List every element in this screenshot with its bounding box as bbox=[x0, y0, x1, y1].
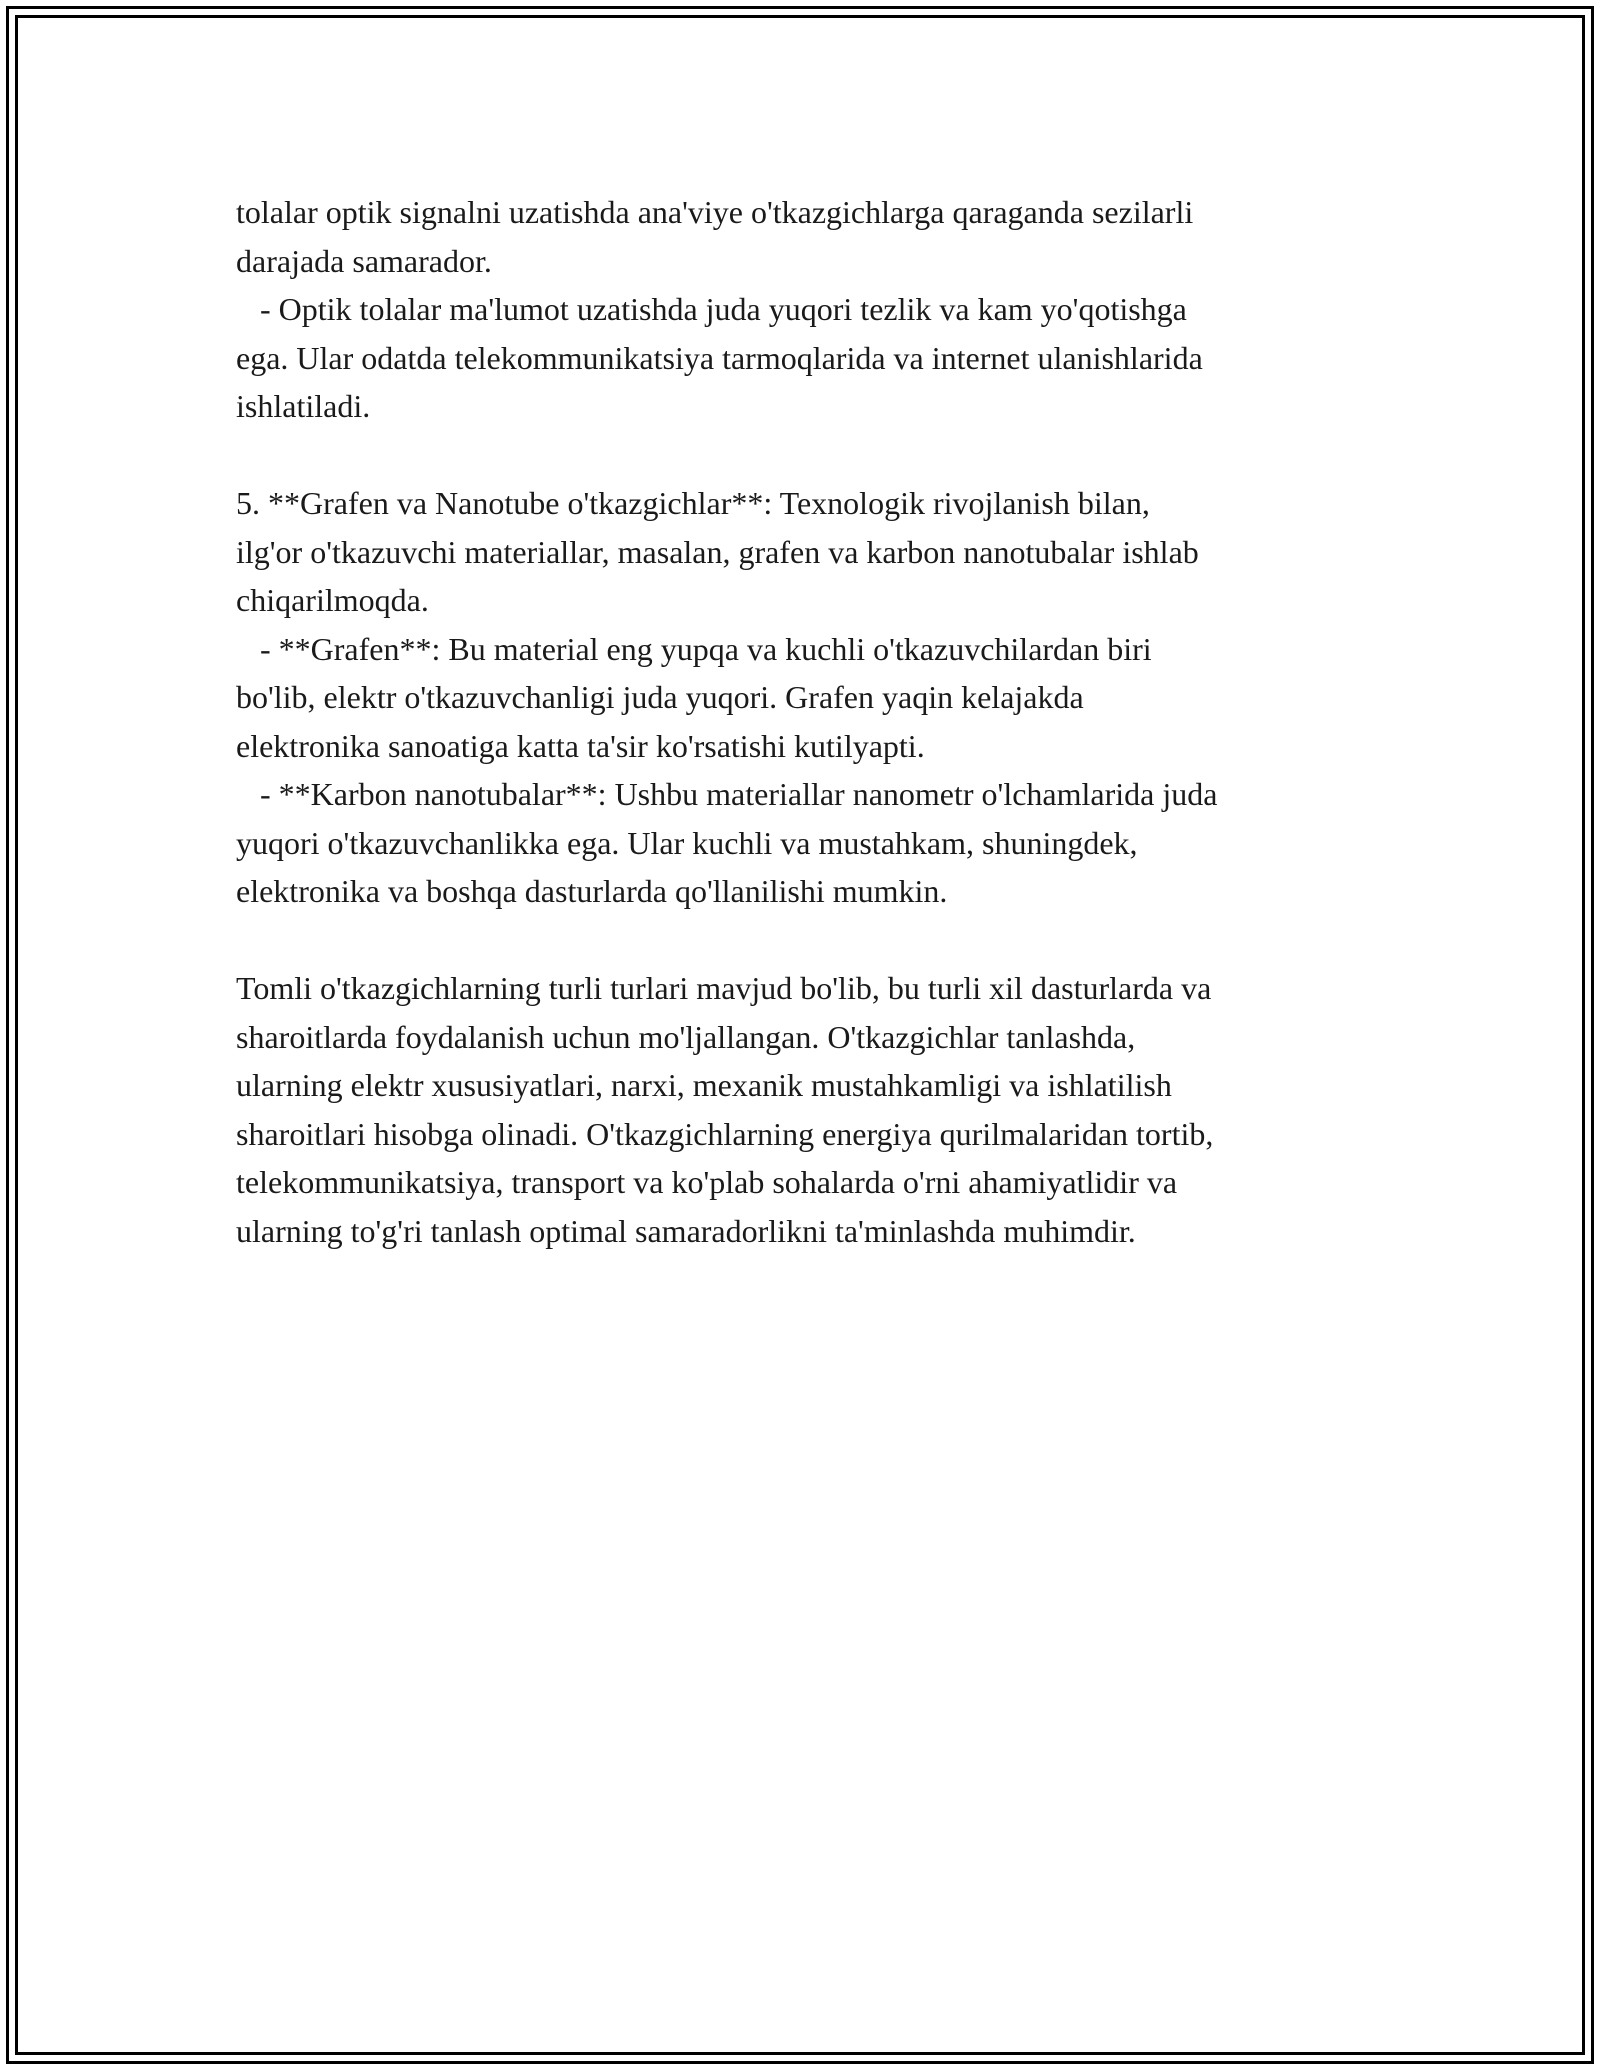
text-line: ilg'or o'tkazuvchi materiallar, masalan, grafen va karbon nanotubalar ishlab bbox=[236, 533, 1199, 570]
text-line: tolalar optik signalni uzatishda ana'viye o'tkazgichlarga qaraganda sezilarli bbox=[236, 194, 1194, 230]
paragraph-spacer bbox=[236, 431, 1416, 480]
paragraph-spacer bbox=[236, 916, 1416, 965]
text-line: chiqarilmoqda. bbox=[236, 582, 429, 618]
text-line: darajada samarador. bbox=[236, 242, 492, 279]
paragraph-optical-fibers bbox=[236, 188, 1416, 431]
text-line: ularning elektr xususiyatlari, narxi, mexanik mustahkamligi va ishlatilish bbox=[236, 1067, 1172, 1103]
text-line: Tomli o'tkazgichlarning turli turlari mavjud bo'lib, bu turli xil dasturlarda va bbox=[236, 970, 1212, 1006]
text-line: ega. Ular odatda telekommunikatsiya tarmoqlarida va internet ulanishlarida bbox=[236, 339, 1203, 376]
text-line: sharoitlari hisobga olinadi. O'tkazgichlarning energiya qurilmalaridan tortib, bbox=[236, 1115, 1214, 1152]
text-line: ishlatiladi. bbox=[236, 388, 371, 424]
text-line: telekommunikatsiya, transport va ko'plab sohalarda o'rni ahamiyatlidir va bbox=[236, 1164, 1178, 1200]
text-line: - **Karbon nanotubalar**: Ushbu materiallar nanometr o'lchamlarida juda bbox=[236, 776, 1218, 812]
document-body bbox=[236, 188, 1416, 1255]
paragraph-graphene-nanotube bbox=[236, 479, 1416, 916]
text-line: ularning to'g'ri tanlash optimal samaradorlikni ta'minlashda muhimdir. bbox=[236, 1212, 1136, 1249]
text-line: yuqori o'tkazuvchanlikka ega. Ular kuchli va mustahkam, shuningdek, bbox=[236, 824, 1138, 861]
text-line: - Optik tolalar ma'lumot uzatishda juda yuqori tezlik va kam yo'qotishga bbox=[236, 291, 1187, 327]
text-line: 5. **Grafen va Nanotube o'tkazgichlar**: Texnologik rivojlanish bilan, bbox=[236, 485, 1150, 521]
text-line: elektronika sanoatiga katta ta'sir ko'rsatishi kutilyapti. bbox=[236, 727, 925, 764]
text-line: bo'lib, elektr o'tkazuvchanligi juda yuqori. Grafen yaqin kelajakda bbox=[236, 679, 1084, 715]
text-line: sharoitlarda foydalanish uchun mo'ljallangan. O'tkazgichlar tanlashda, bbox=[236, 1018, 1136, 1055]
text-line: - **Grafen**: Bu material eng yupqa va kuchli o'tkazuvchilardan biri bbox=[236, 630, 1152, 667]
paragraph-conclusion bbox=[236, 964, 1416, 1255]
text-line: elektronika va boshqa dasturlarda qo'llanilishi mumkin. bbox=[236, 873, 948, 909]
